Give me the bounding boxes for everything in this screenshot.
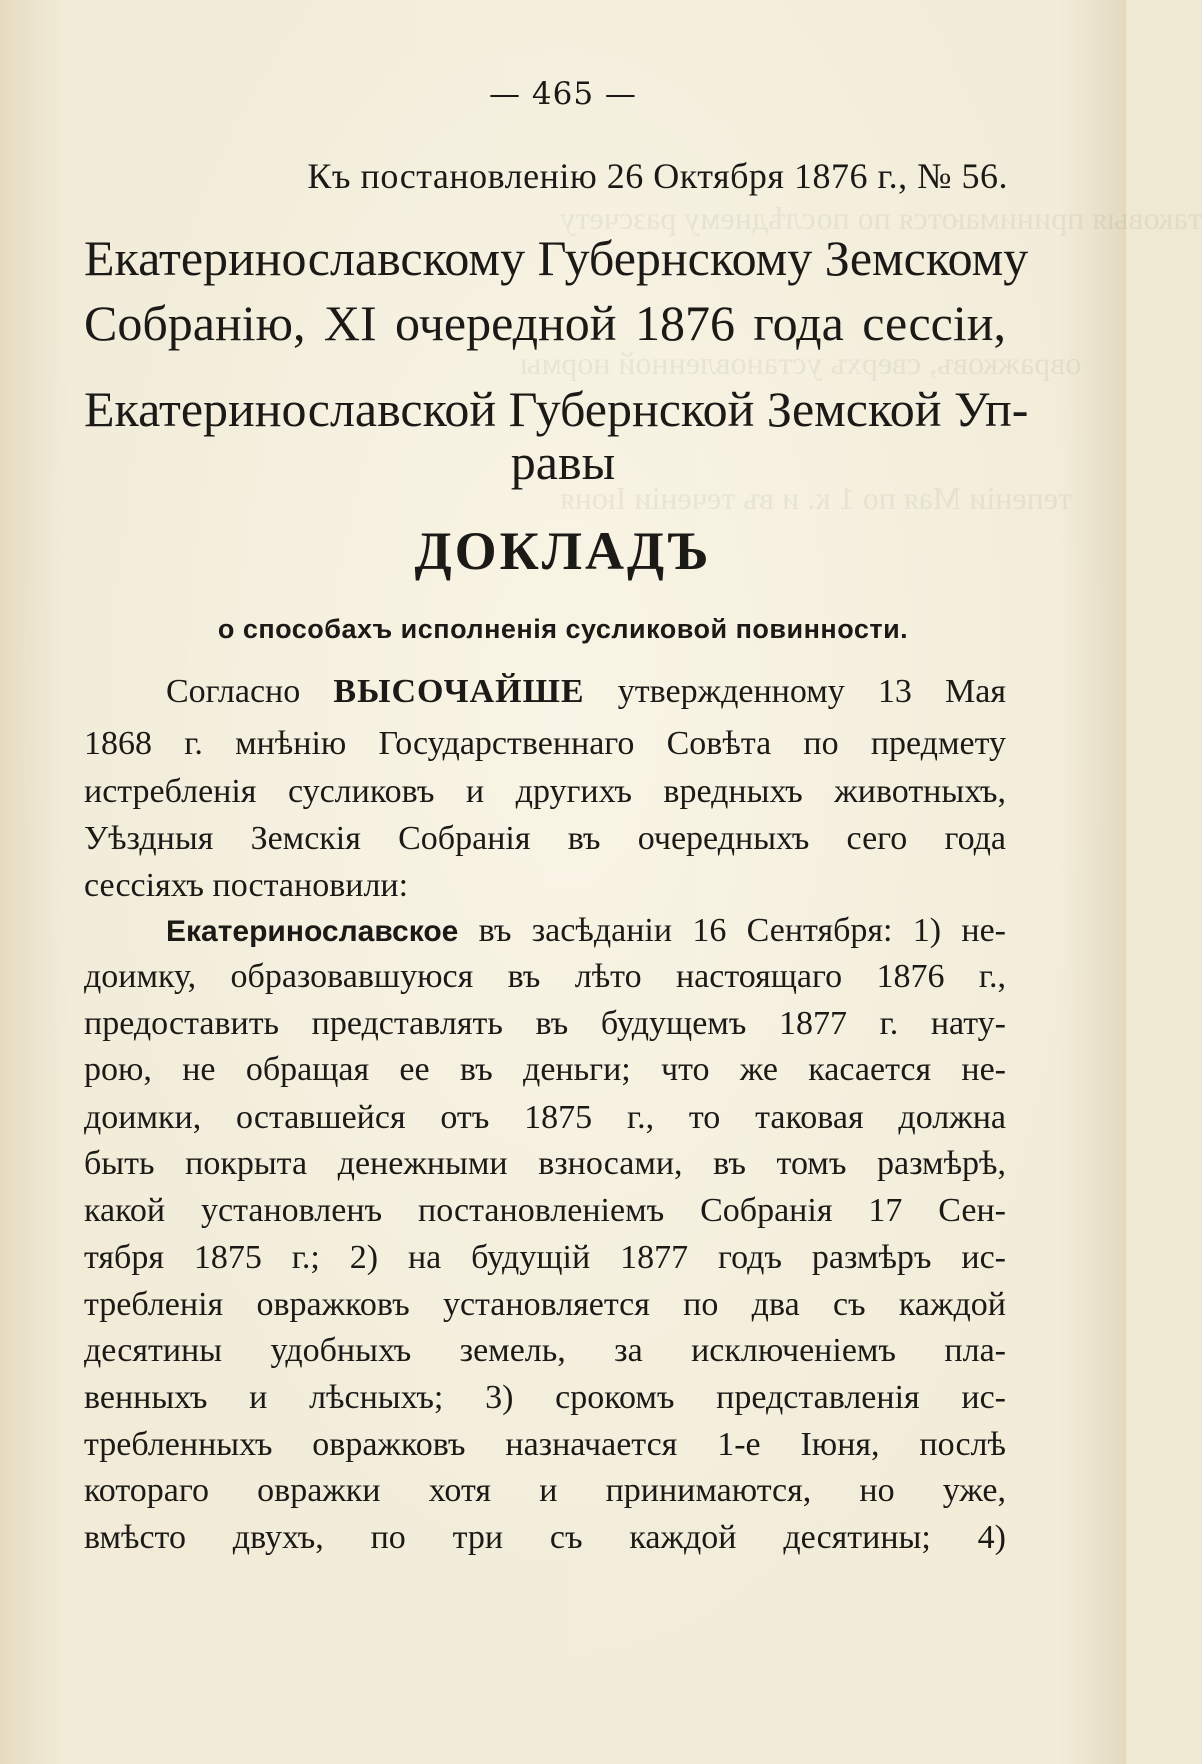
body-line: доимки, оставшейся отъ 1875 г., то таковая должна [84, 1099, 1006, 1136]
document-title: ДОКЛАДЪ [414, 521, 712, 581]
body-line: доимку, образовавшуюся въ лѣто настоящаго 1876 г., [84, 958, 1006, 995]
heading-line-3: Екатеринославской Губернской Земской Уп- [84, 381, 1029, 437]
body-line: тября 1875 г.; 2) на будущій 1877 годъ размѣръ ис- [84, 1239, 1006, 1276]
body-line: котораго овражки хотя и принимаются, но уже, [84, 1472, 1006, 1509]
body-line: Уѣздныя Земскія Собранія въ очередныхъ сего года [84, 820, 1006, 857]
body-line: какой установленъ постановленіемъ Собранія 17 Сен- [84, 1192, 1006, 1229]
bleed-through-text: тепеніи Мая по 1 к. и въ теченіи Іюня [560, 480, 1072, 516]
body-line: венныхъ и лѣсныхъ; 3) срокомъ представленія ис- [84, 1379, 1006, 1416]
heading-line-4: равы [510, 434, 616, 490]
body-text: въ засѣданіи 16 Сентября: 1) не- [478, 912, 1006, 949]
body-line: десятины удобныхъ земель, за исключеніемъ пла- [84, 1332, 1006, 1369]
emphasized-text: ВЫСОЧАЙШЕ [333, 673, 585, 710]
body-line: требленія овражковъ установляется по два съ каждой [84, 1286, 1006, 1323]
heading-line-1: Екатеринославскому Губернскому Земскому [84, 230, 1029, 286]
reference-line: Къ постановленію 26 Октября 1876 г., № 56. [307, 156, 1008, 196]
body-line: предоставить представлять въ будущемъ 1877 г. нату- [84, 1005, 1006, 1042]
bleed-through-text: таковыя принимаются по послѣднему разсчету [560, 200, 1202, 236]
body-text: Согласно [166, 673, 301, 710]
body-text: утвержденному 13 Мая [617, 673, 1007, 710]
body-line: требленныхъ овражковъ назначается 1-е Іюня, послѣ [84, 1426, 1006, 1463]
body-line: рою, не обращая ее въ деньги; что же касается не- [84, 1051, 1006, 1088]
body-line [166, 675, 1006, 709]
bleed-through-text: овражковъ, сверхъ установленной нормы [520, 345, 1082, 381]
body-line: вмѣсто двухъ, по три съ каждой десятины; 4) [84, 1519, 1006, 1556]
body-line: быть покрыта денежными взносами, въ томъ размѣрѣ, [84, 1145, 1006, 1182]
page-number: — 465 — [489, 76, 637, 112]
body-line: 1868 г. мнѣнію Государственнаго Совѣта по предмету [84, 725, 1006, 762]
body-line [166, 914, 1006, 948]
document-subtitle: о способахъ исполненія сусликовой повинности. [217, 614, 909, 644]
emphasized-text: Екатеринославское [166, 915, 459, 948]
body-line: истребленія сусликовъ и другихъ вредныхъ животныхъ, [84, 773, 1006, 810]
heading-line-2: Собранію, XI очередной 1876 года сессіи, [84, 295, 1006, 351]
body-line: сессіяхъ постановили: [84, 867, 409, 904]
